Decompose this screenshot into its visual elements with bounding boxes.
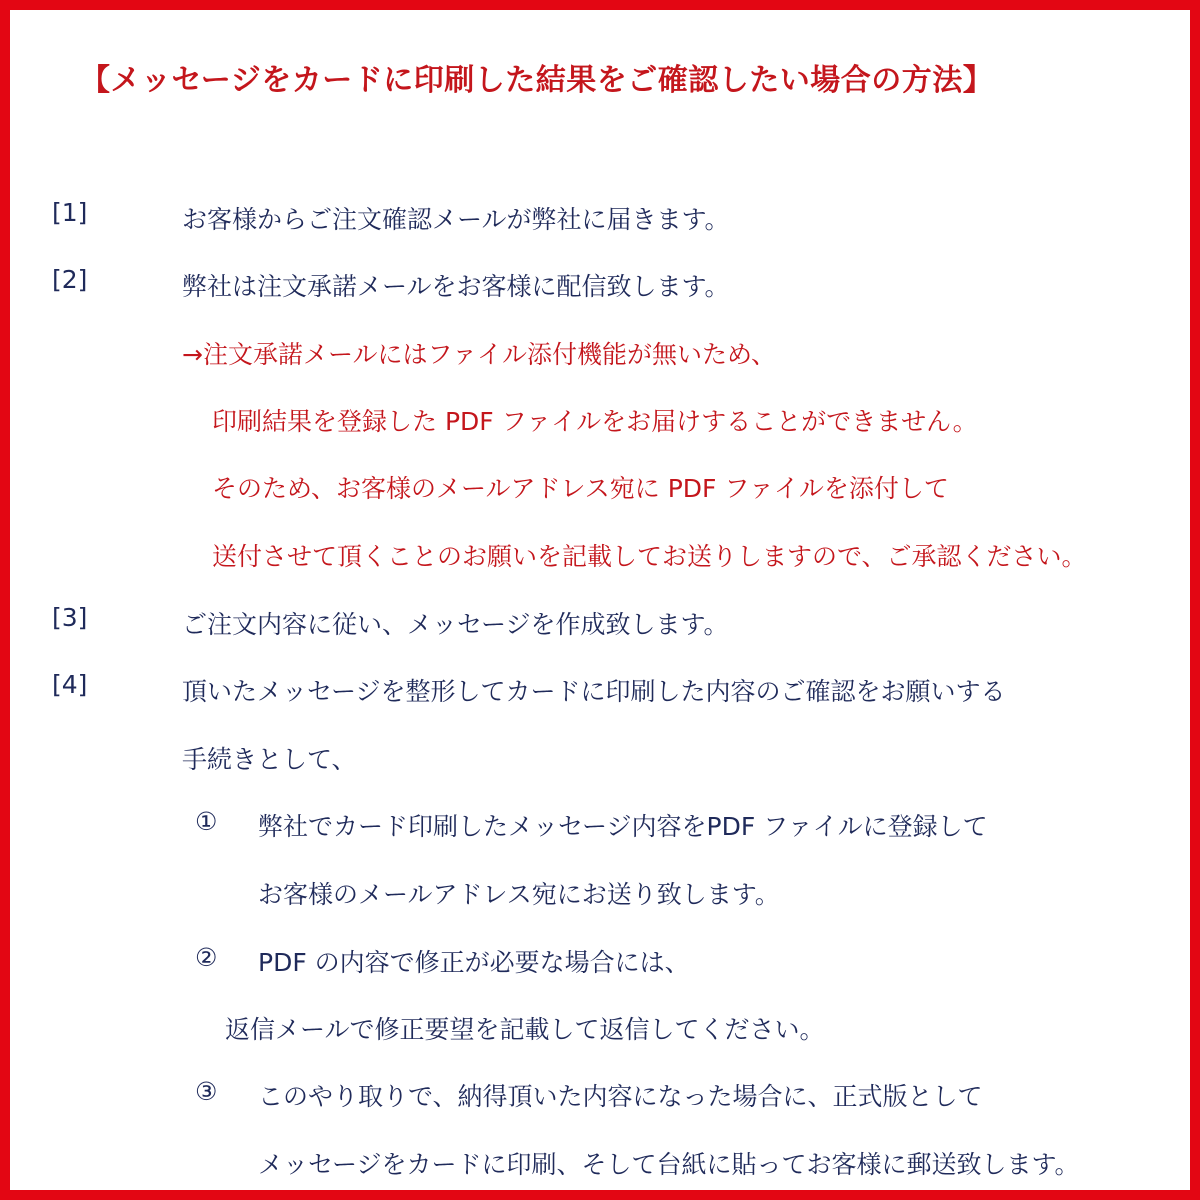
substep-1-text-1: 弊社でカード印刷したメッセージ内容をPDF ファイルに登録して xyxy=(258,812,988,841)
substep-2-text-1: PDF の内容で修正が必要な場合には、 xyxy=(258,948,690,977)
step-2-note-1: →注文承諾メールにはファイル添付機能が無いため、 xyxy=(182,340,776,369)
page-title: 【メッセージをカードに印刷した結果をご確認したい場合の方法】 xyxy=(80,63,994,98)
substep-3-text-2: メッセージをカードに印刷、そして台紙に貼ってお客様に郵送致します。 xyxy=(258,1150,1080,1179)
step-1-text: お客様からご注文確認メールが弊社に届きます。 xyxy=(182,205,730,234)
step-2-note-2: 印刷結果を登録した PDF ファイルをお届けすることができません。 xyxy=(212,407,978,436)
substep-1-marker: ① xyxy=(195,807,218,836)
step-4-text-1: 頂いたメッセージを整形してカードに印刷した内容のご確認をお願いする xyxy=(182,677,1006,706)
step-3-text: ご注文内容に従い、メッセージを作成致します。 xyxy=(182,610,729,639)
step-4-text-2: 手続きとして、 xyxy=(182,745,357,774)
substep-1-text-2: お客様のメールアドレス宛にお送り致します。 xyxy=(258,880,780,909)
step-1-number: [1] xyxy=(52,198,88,227)
step-2-text: 弊社は注文承諾メールをお客様に配信致します。 xyxy=(182,272,730,301)
step-2-note-3: そのため、お客様のメールアドレス宛に PDF ファイルを添付して xyxy=(212,474,949,503)
substep-3-marker: ③ xyxy=(195,1077,218,1106)
step-2-note-4: 送付させて頂くことのお願いを記載してお送りしますので、ご承認ください。 xyxy=(212,542,1087,571)
step-4-number: [4] xyxy=(52,670,88,699)
substep-2-marker: ② xyxy=(195,943,218,972)
substep-3-text-1: このやり取りで、納得頂いた内容になった場合に、正式版として xyxy=(258,1082,983,1111)
step-2-number: [2] xyxy=(52,265,88,294)
substep-2-text-2: 返信メールで修正要望を記載して返信してください。 xyxy=(225,1015,825,1044)
step-3-number: [3] xyxy=(52,603,88,632)
